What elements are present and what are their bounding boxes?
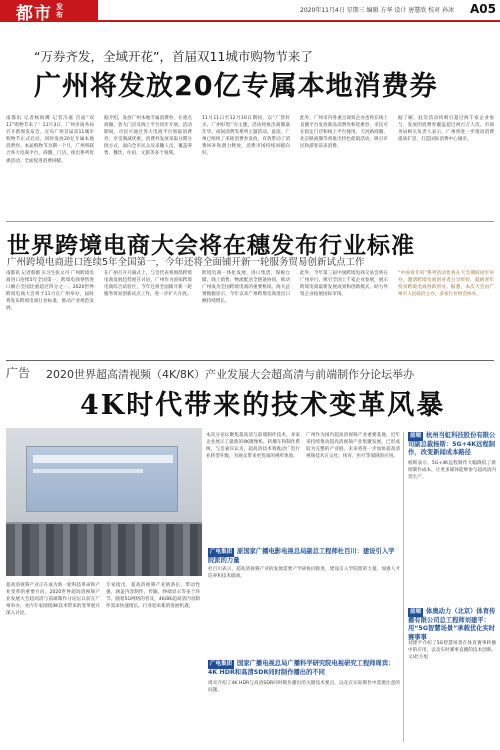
sidebar-body-1: 杜百川表示，超高清视频产业的发展需要产学研协同推进，建设引入学院派的力量，加强人才培养和技术储备。 — [208, 567, 400, 580]
lead-col-5: 据了解，此次活动将吸引超过两千家企业参与，发放的消费券覆盖超过两百万人次。市商务局相关负责人表示，广州将进一步推动消费提质扩容，打造国际消费中心城市。 — [398, 116, 494, 143]
section-name: 都市 — [16, 3, 52, 24]
sidebar-org-1: 广电集团 — [210, 549, 233, 555]
section-logo — [0, 0, 98, 22]
sidebar-org-4: 前端 — [410, 609, 422, 615]
story2-col-4: 此外，今年第三届中国跨境电商交易会将在广州举行，吸引全国上千家企业参展，展示跨境电商最新发展成果和创新模式，助力外贸企业拓展国际市场。 — [300, 271, 388, 298]
story2-col-3: 跨境电商一体化发展，进口集货、保税仓储、线上销售、物流配送全链条协同，推动广州成为全国跨境电商的重要枢纽。海关总署数据显示，今年以来广州跨境电商进出口额持续增长。 — [202, 271, 290, 305]
divider — [6, 360, 494, 361]
lead-col-1: 南都讯 记者杨海鹰 记者冯嘉 首届“双11”购物节来了！11月3日，广州市商务局召开新闻发布会，宣布广州首届双11城市购物节正式启动，同时发放20亿专属本地消费券。本届购物节为期一个月，广州将联合各大电商平台、商圈、门店，推出系列优惠活动，全面促进消费回暖。 — [6, 116, 94, 164]
sidebar-body-4: 刘建平介绍了5G智慧场景在体育赛事转播中的应用，以及实时赛事直播的技术创新。文/赵方旭 — [408, 641, 496, 661]
lead-col-3: 11月11日至12月10日期间，以“广货好买、广州好逛”为主题，活动将推出商圈嘉年华、夜间消费等系列主题活动。此前，广州已组织了多轮消费券发放，有效带动了消费回补和潜力释放，消费市场持续回暖向好。 — [202, 116, 290, 157]
lead-col-4: 此外，广州市内各重点商贸企业也将在线上直播平台发放新品消费券和优惠券，市民可在指定门店和线上平台使用。天河路商圈、北京路商圈等将推出特色促销活动，吸引市民和游客前来消费。 — [300, 116, 388, 150]
ad-col-1: 超高清视频产业正在成为新一轮科技革命和产业变革的重要方向。2020世界超高清视频产业发展大会超高清与前端制作分论坛日前在广州举办，业内专家围绕4K技术带来的变革展开深入讨论。 — [6, 583, 100, 617]
sidebar-title-2: 广电集团 国家广播电视总局广播科学研究院电视研究工程师周宾：4K HDR和高清SDR同时制作播出的不同 — [208, 660, 395, 676]
sidebar-title-4: 前端 体奥动力（北京）体育传播有限公司总工程师刘建平：用“5G智慧场景”承载优化实时赛事事 — [408, 608, 496, 641]
lead-headline: 广州将发放20亿专属本地消费券 — [34, 71, 438, 102]
story2-deck: 广州跨境电商进口连续5年全国第一，今年还将全面铺开新一轮服务贸易创新试点工作 — [7, 257, 365, 268]
ad-col-4: 广州作为国内超高清视频产业重要基地，近年来持续推动超高清视频产业集聚发展，已形成较为完整的产业链。未来将进一步加快超高清视频技术在文化、体育、医疗等领域的应用。 — [306, 433, 400, 460]
story2-headline: 世界跨境电商大会将在穗发布行业标准 — [7, 233, 415, 259]
story2-col-1: 南都讯 记者蔡薇 实习生张文丹 广州跨境电商进口连续5年全国第一，跨境电商零售进口额占全国比重超过四分之一。2020世界跨境电商大会将于11月在广州举办，届时将发布跨境电商行业标准，推动产业规范发展。 — [6, 271, 94, 312]
ad-col-2: 专家指出，超高清视频产业链条长、带动性强，涵盖内容制作、传输、终端显示等多个环节。随着5G网络的普及，4K/8K超高清内容制作需求快速增长，行业迎来新的发展机遇。 — [106, 583, 200, 610]
lead-col-2: 据介绍，发放广州本地专属消费券，在重点商圈、各大门店及线上平台同步开展。活动期间，市民可通过各大电商平台领取消费券，享受满减优惠。消费券发放采取分期分批方式，面向全市民众及来穗人员，覆盖零售、餐饮、住宿、文旅等多个领域。 — [104, 116, 192, 157]
audience — [6, 524, 202, 576]
ad-headline: 4K时代带来的技术变革风暴 — [80, 390, 446, 421]
column-rule — [403, 432, 404, 742]
sidebar-org-2: 广电集团 — [210, 661, 233, 667]
conference-photo — [6, 428, 202, 576]
lead-kicker: “万券齐发，全域开花”，首届双11城市购物节来了 — [34, 49, 313, 64]
sidebar-title-1: 广电集团 原国家广播电影电视总局副总工程师杜百川：建设引入学院派的力量 — [208, 548, 395, 564]
page-number: A05 — [470, 2, 496, 16]
ad-label: 广告 — [6, 366, 31, 380]
masthead — [0, 0, 500, 22]
story2-col-2: 在广州召开开幕式上，与会代表将围绕跨境电商发展趋势展开讨论。广州作为国家跨境电商综合试验区，今年还将全面铺开新一轮服务贸易创新试点工作，进一步扩大开放。 — [104, 271, 192, 298]
date-line: 2020年11月4日 星期三 编辑 方华 设计 唐慧欣 校对 孙冰 — [300, 7, 455, 14]
section-sub: 发布 — [56, 3, 64, 19]
story2-col-5: “中国青年说”系列活动也将在大会期间同步举办，邀请跨境电商创业者分享经验，鼓励青年投身跨境电商创新创业。据悉，本次大会由广州市人民政府主办，多家行业协会协办。 — [398, 271, 494, 298]
stage-screen — [26, 446, 178, 512]
ad-kicker: 2020世界超高清视频（4K/8K）产业发展大会超高清与前端制作分论坛举办 — [46, 368, 415, 381]
divider — [6, 221, 494, 222]
sidebar-body-3: 杨斯表示，5G+4K远程制作大幅降低了新闻制作成本，让更多媒体能够参与超高清内容生产。 — [408, 461, 496, 481]
sidebar-title-3: 前端 杭州当虹科技股份有限公司副总裁杨斯：5G+4K远程制作，改变新闻成本路径 — [408, 432, 496, 456]
sidebar-body-2: 周宾介绍了4K HDR与高清SDR同时制作播出的关键技术要点，以及在实际制作中需要注意的问题。 — [208, 681, 400, 694]
sidebar-org-3: 前端 — [410, 433, 422, 439]
ad-col-3: 本次分论坛聚焦超高清与前端制作技术，多家企业展示了最新的4K摄像机、转播车和制作系统。与会嘉宾认为，超高清技术将推动广电行业转型升级，为观众带来更优质的视听体验。 — [206, 433, 300, 460]
